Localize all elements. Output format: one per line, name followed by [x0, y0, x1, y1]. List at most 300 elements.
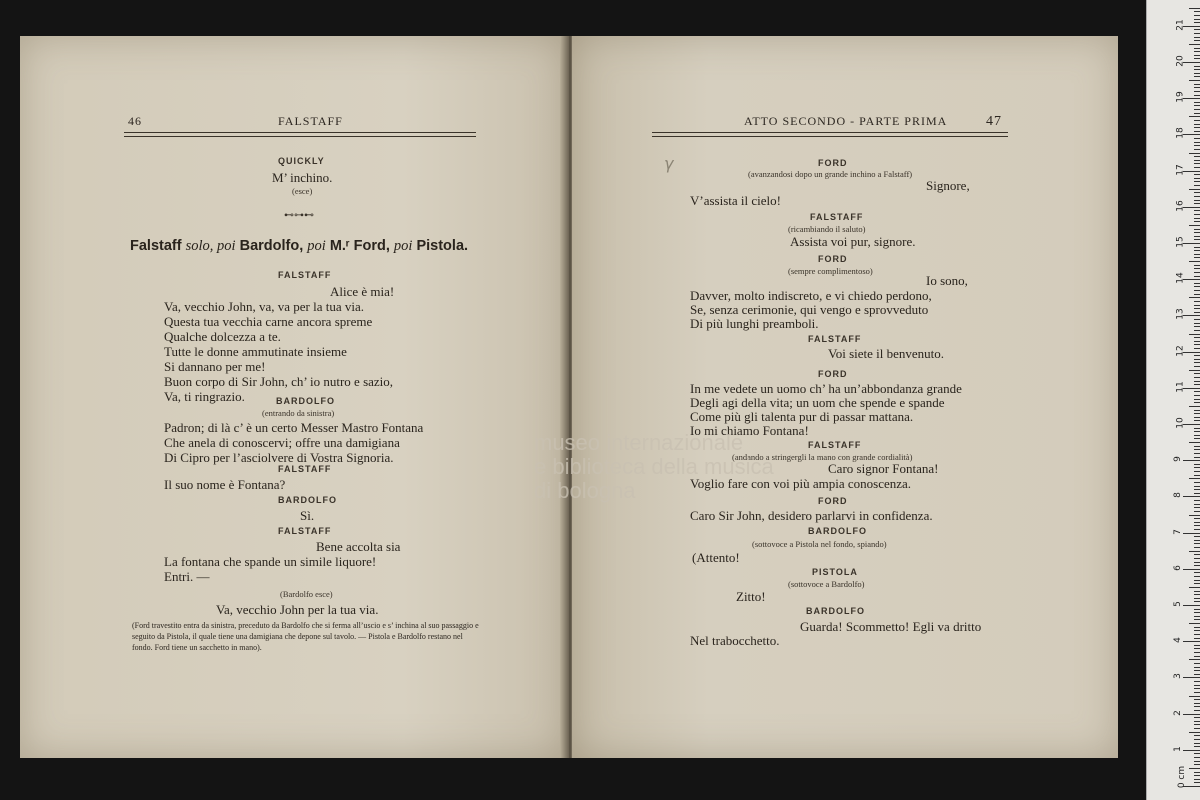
- ruler-tick: [1194, 377, 1200, 378]
- right-header-rule: [652, 132, 1008, 137]
- ruler-tick: [1194, 638, 1200, 639]
- ruler-tick: [1183, 677, 1200, 678]
- ruler-tick: [1194, 728, 1200, 729]
- speaker-quickly: QUICKLY: [278, 156, 325, 166]
- ruler-number: 13: [1175, 308, 1186, 321]
- ruler-tick: [1194, 764, 1200, 765]
- stage-direction: (andando a stringergli la mano con grande cordialità): [732, 452, 913, 462]
- ruler-tick: [1189, 478, 1200, 479]
- verse-line: Va, vecchio John, va, va per la tua via.: [164, 299, 364, 314]
- ruler-tick: [1194, 250, 1200, 251]
- ruler-tick: [1194, 482, 1200, 483]
- ruler-tick: [1194, 399, 1200, 400]
- ruler-tick: [1194, 283, 1200, 284]
- ruler-number: 6: [1172, 564, 1183, 571]
- ruler-tick: [1194, 692, 1200, 693]
- ruler-tick: [1194, 330, 1200, 331]
- ruler-tick: [1194, 500, 1200, 501]
- ruler-tick: [1194, 276, 1200, 277]
- ruler-tick: [1194, 58, 1200, 59]
- ruler-tick: [1194, 76, 1200, 77]
- ruler-tick: [1194, 775, 1200, 776]
- ruler-tick: [1194, 200, 1200, 201]
- verse-line: Voi siete il benvenuto.: [828, 346, 945, 361]
- ornament-divider: ⊷⊶⊷: [284, 210, 314, 221]
- speaker-ford: FORD: [818, 496, 848, 506]
- ruler-tick: [1194, 413, 1200, 414]
- speaker-falstaff: FALSTAFF: [278, 270, 332, 280]
- ruler-tick: [1194, 178, 1200, 179]
- ruler-number: 3: [1172, 673, 1183, 680]
- ruler-tick: [1183, 533, 1200, 534]
- ruler-tick: [1183, 641, 1200, 642]
- ruler-tick: [1189, 153, 1200, 154]
- ruler-tick: [1194, 286, 1200, 287]
- ruler-tick: [1194, 395, 1200, 396]
- ruler-tick: [1194, 344, 1200, 345]
- ruler-tick: [1194, 268, 1200, 269]
- ruler-unit-label: 0 cm: [1177, 765, 1188, 789]
- ruler-tick: [1189, 406, 1200, 407]
- verse-line: Alice è mia!: [330, 284, 395, 299]
- verse-line: Davver, molto indiscreto, e vi chiedo perdono,: [690, 288, 932, 303]
- ruler-tick: [1194, 355, 1200, 356]
- ruler-tick: [1183, 750, 1200, 751]
- ruler-tick: [1194, 229, 1200, 230]
- ruler-tick: [1194, 710, 1200, 711]
- ruler-tick: [1194, 467, 1200, 468]
- ruler-number: 19: [1175, 91, 1186, 103]
- stage-direction: (avanzandosi dopo un grande inchino a Falstaff): [748, 169, 913, 179]
- ruler-tick: [1194, 504, 1200, 505]
- ruler-tick: [1183, 569, 1200, 570]
- ruler-number: 15: [1175, 236, 1186, 248]
- ruler-tick: [1189, 334, 1200, 335]
- ruler-tick: [1194, 124, 1200, 125]
- ruler-tick: [1194, 15, 1200, 16]
- verse-line: Io mi chiamo Fontana!: [690, 423, 809, 438]
- ruler-tick: [1194, 619, 1200, 620]
- ruler-tick: [1189, 225, 1200, 226]
- ruler-tick: [1194, 254, 1200, 255]
- ruler-number: 14: [1175, 272, 1186, 284]
- ruler-tick: [1189, 768, 1200, 769]
- ruler-tick: [1194, 562, 1200, 563]
- watermark-line: e biblioteca della musica: [534, 454, 774, 479]
- ruler-tick: [1194, 384, 1200, 385]
- ruler-tick: [1194, 652, 1200, 653]
- ruler-tick: [1194, 656, 1200, 657]
- ruler-tick: [1194, 616, 1200, 617]
- stage-direction: (esce): [292, 186, 313, 196]
- ruler-tick: [1183, 605, 1200, 606]
- ruler-tick: [1189, 623, 1200, 624]
- ruler-tick: [1194, 142, 1200, 143]
- ruler-tick: [1194, 507, 1200, 508]
- ruler-tick: [1194, 670, 1200, 671]
- ruler-tick: [1194, 348, 1200, 349]
- speaker-falstaff: FALSTAFF: [278, 464, 332, 474]
- ruler-tick: [1194, 554, 1200, 555]
- ruler-tick: [1194, 373, 1200, 374]
- speaker-ford: FORD: [818, 158, 848, 168]
- ruler-tick: [1194, 391, 1200, 392]
- speaker-bardolfo: BARDOLFO: [808, 526, 867, 536]
- ruler-tick: [1189, 116, 1200, 117]
- ruler-tick: [1183, 460, 1200, 461]
- stage-direction: (ricambiando il saluto): [788, 224, 866, 234]
- ruler-tick: [1194, 674, 1200, 675]
- verse-line: Tutte le donne ammutinate insieme: [164, 344, 347, 359]
- ruler-tick: [1194, 431, 1200, 432]
- ruler-tick: [1194, 739, 1200, 740]
- ruler-tick: [1194, 366, 1200, 367]
- ruler-tick: [1194, 475, 1200, 476]
- verse-line: Caro Sir John, desidero parlarvi in confidenza.: [690, 508, 933, 523]
- ruler-tick: [1194, 493, 1200, 494]
- ruler-tick: [1194, 22, 1200, 23]
- ruler-tick: [1194, 87, 1200, 88]
- ruler-tick: [1194, 417, 1200, 418]
- ruler-tick: [1194, 247, 1200, 248]
- ruler-tick: [1194, 757, 1200, 758]
- verse-line: Degli agi della vita; un uom che spende e spande: [690, 395, 945, 410]
- verse-line: M’ inchino.: [272, 170, 333, 185]
- stage-direction: (Bardolfo esce): [280, 589, 333, 599]
- ruler-tick: [1194, 221, 1200, 222]
- ruler-tick: [1194, 102, 1200, 103]
- verse-line: La fontana che spande un simile liquore!: [164, 554, 377, 569]
- ruler-tick: [1194, 772, 1200, 773]
- ruler-tick: [1194, 290, 1200, 291]
- ruler-number: 12: [1175, 344, 1186, 357]
- verse-line: Qualche dolcezza a te.: [164, 329, 281, 344]
- ruler-tick: [1194, 312, 1200, 313]
- ruler-tick: [1194, 51, 1200, 52]
- verse-line: Bene accolta sia: [316, 539, 401, 554]
- ruler-tick: [1194, 627, 1200, 628]
- open-book: [20, 36, 1118, 764]
- ruler-tick: [1194, 511, 1200, 512]
- ruler-tick: [1189, 8, 1200, 9]
- ruler-tick: [1194, 601, 1200, 602]
- ruler-tick: [1189, 659, 1200, 660]
- verse-line: Come più gli talenta pur di passar mattana.: [690, 409, 914, 424]
- ruler-tick: [1194, 29, 1200, 30]
- ruler-number: 11: [1175, 381, 1186, 393]
- ruler-tick: [1194, 160, 1200, 161]
- ruler-tick: [1194, 743, 1200, 744]
- ruler-tick: [1194, 145, 1200, 146]
- ruler-tick: [1183, 714, 1200, 715]
- verse-line: V’assista il cielo!: [690, 193, 781, 208]
- ruler-tick: [1194, 326, 1200, 327]
- ruler-tick: [1194, 48, 1200, 49]
- ruler-tick: [1194, 239, 1200, 240]
- ruler-tick: [1189, 696, 1200, 697]
- ruler-tick: [1194, 362, 1200, 363]
- ruler-tick: [1194, 558, 1200, 559]
- ruler-number: 20: [1175, 55, 1186, 67]
- stage-direction: (sottovoce a Pistola nel fondo, spiando): [752, 539, 887, 549]
- speaker-pistola: PISTOLA: [812, 567, 858, 577]
- right-page: [572, 36, 1118, 758]
- ruler-number: 21: [1175, 19, 1186, 31]
- right-running-head: ATTO SECONDO - PARTE PRIMA: [744, 114, 948, 128]
- ruler-tick: [1194, 685, 1200, 686]
- ruler-tick: [1189, 370, 1200, 371]
- ruler-tick: [1189, 442, 1200, 443]
- ruler-tick: [1194, 55, 1200, 56]
- verse-line: Entri. —: [164, 569, 210, 584]
- ruler-number: 16: [1175, 200, 1186, 212]
- speaker-bardolfo: BARDOLFO: [278, 495, 337, 505]
- ruler-tick: [1189, 44, 1200, 45]
- verse-line: Va, vecchio John per la tua via.: [216, 602, 379, 617]
- ruler-tick: [1194, 185, 1200, 186]
- speaker-falstaff: FALSTAFF: [808, 334, 862, 344]
- ruler-tick: [1194, 410, 1200, 411]
- ruler-tick: [1194, 724, 1200, 725]
- ruler-tick: [1194, 105, 1200, 106]
- ruler-tick: [1194, 156, 1200, 157]
- ruler-tick: [1194, 323, 1200, 324]
- ruler-tick: [1194, 735, 1200, 736]
- verse-line: Nel trabocchetto.: [690, 633, 780, 648]
- ruler-tick: [1194, 109, 1200, 110]
- ruler-tick: [1194, 66, 1200, 67]
- ruler-number: 2: [1172, 709, 1183, 716]
- verse-line: Io sono,: [926, 273, 968, 288]
- speaker-ford: FORD: [818, 254, 848, 264]
- left-header-rule: [124, 132, 476, 137]
- stage-note: (Ford travestito entra da sinistra, preceduto da Bardolfo che si ferma all’uscio e s’ inchina al suo passaggio e seguito da Pistola, il quale tiene una damigiana che depone sul tavolo. — Pistola e Bardolfo restano nel fondo. Ford tiene un sacchetto in mano).: [132, 621, 479, 652]
- ruler-tick: [1194, 232, 1200, 233]
- verse-line: Caro signor Fontana!: [828, 461, 939, 476]
- ruler-tick: [1194, 703, 1200, 704]
- ruler-number: 8: [1172, 492, 1183, 499]
- ruler-number: 5: [1172, 601, 1183, 607]
- verse-line: Buon corpo di Sir John, ch’ io nutro e sazio,: [164, 374, 394, 389]
- verse-line: Assista voi pur, signore.: [790, 234, 916, 249]
- verse-line: Si dannano per me!: [164, 359, 266, 374]
- ruler-tick: [1194, 594, 1200, 595]
- ruler-tick: [1194, 73, 1200, 74]
- ruler-number: 9: [1172, 456, 1183, 463]
- ruler-tick: [1189, 587, 1200, 588]
- ruler-tick: [1194, 11, 1200, 12]
- stage-direction: (sottovoce a Bardolfo): [788, 579, 865, 589]
- ruler-tick: [1194, 630, 1200, 631]
- verse-line: Il suo nome è Fontana?: [164, 477, 286, 492]
- ruler-tick: [1194, 95, 1200, 96]
- verse-line: Sì.: [300, 508, 315, 523]
- ruler-tick: [1194, 174, 1200, 175]
- ruler-tick: [1194, 305, 1200, 306]
- ruler-tick: [1194, 609, 1200, 610]
- ruler-tick: [1189, 732, 1200, 733]
- ruler-tick: [1194, 272, 1200, 273]
- speaker-bardolfo: BARDOLFO: [276, 396, 335, 406]
- verse-line: Signore,: [926, 178, 970, 193]
- ruler-tick: [1194, 667, 1200, 668]
- ruler-tick: [1189, 80, 1200, 81]
- ruler-tick: [1189, 261, 1200, 262]
- ruler-tick: [1194, 301, 1200, 302]
- ruler-tick: [1194, 149, 1200, 150]
- ruler-tick: [1194, 181, 1200, 182]
- ruler-tick: [1194, 536, 1200, 537]
- verse-line: Di più lunghi preamboli.: [690, 316, 819, 331]
- ruler-tick: [1194, 113, 1200, 114]
- ruler-tick: [1194, 91, 1200, 92]
- ruler-tick: [1194, 464, 1200, 465]
- ruler-tick: [1194, 40, 1200, 41]
- ruler-tick: [1194, 489, 1200, 490]
- ruler-tick: [1194, 583, 1200, 584]
- verse-line: (Attento!: [692, 550, 740, 565]
- ruler-tick: [1194, 359, 1200, 360]
- ruler-tick: [1194, 19, 1200, 20]
- ruler-tick: [1194, 435, 1200, 436]
- ruler-tick: [1194, 341, 1200, 342]
- verse-line: Di Cipro per l’asciolvere di Vostra Signoria.: [164, 450, 394, 465]
- pencil-mark: γ: [664, 154, 674, 173]
- ruler-tick: [1194, 518, 1200, 519]
- ruler-tick: [1194, 438, 1200, 439]
- ruler-tick: [1194, 428, 1200, 429]
- ruler-tick: [1194, 645, 1200, 646]
- ruler-tick: [1194, 319, 1200, 320]
- measurement-ruler: [1146, 0, 1200, 800]
- verse-line: Voglio fare con voi più ampia conoscenza.: [690, 476, 912, 491]
- ruler-number: 10: [1175, 417, 1186, 429]
- ruler-tick: [1194, 210, 1200, 211]
- ruler-tick: [1194, 402, 1200, 403]
- ruler-tick: [1194, 33, 1200, 34]
- ruler-tick: [1194, 547, 1200, 548]
- ruler-tick: [1194, 120, 1200, 121]
- ruler-tick: [1194, 591, 1200, 592]
- ruler-tick: [1194, 236, 1200, 237]
- ruler-tick: [1189, 189, 1200, 190]
- watermark-line: museo internazionale: [534, 430, 744, 455]
- verse-line: Questa tua vecchia carne ancora spreme: [164, 314, 373, 329]
- ruler-tick: [1194, 471, 1200, 472]
- speaker-falstaff: FALSTAFF: [278, 526, 332, 536]
- ruler-tick: [1189, 297, 1200, 298]
- ruler-tick: [1194, 598, 1200, 599]
- ruler-tick: [1194, 127, 1200, 128]
- ruler-tick: [1194, 681, 1200, 682]
- speaker-falstaff: FALSTAFF: [810, 212, 864, 222]
- ruler-tick: [1194, 37, 1200, 38]
- verse-line: Padron; di là c’ è un certo Messer Mastro Fontana: [164, 420, 424, 435]
- left-page: [20, 36, 568, 758]
- ruler-number: 17: [1175, 163, 1186, 176]
- ruler-tick: [1194, 69, 1200, 70]
- ruler-tick: [1194, 753, 1200, 754]
- ruler-tick: [1194, 294, 1200, 295]
- ruler-tick: [1194, 663, 1200, 664]
- ruler-tick: [1194, 779, 1200, 780]
- left-running-head: FALSTAFF: [278, 114, 343, 128]
- scene-heading: Falstaff solo, poi Bardolfo, poi M.ʳ Ford, poi Pistola.: [130, 238, 469, 254]
- ruler-tick: [1194, 540, 1200, 541]
- ruler-tick: [1194, 648, 1200, 649]
- speaker-falstaff: FALSTAFF: [808, 440, 862, 450]
- speaker-bardolfo: BARDOLFO: [806, 606, 865, 616]
- ruler-number: 7: [1172, 528, 1183, 535]
- verse-line: Zitto!: [736, 589, 766, 604]
- ruler-tick: [1189, 551, 1200, 552]
- ruler-tick: [1194, 576, 1200, 577]
- left-page-number: 46: [128, 114, 142, 128]
- verse-line: Se, senza cerimonie, qui vengo e sprovveduto: [690, 302, 929, 317]
- ruler-tick: [1194, 84, 1200, 85]
- ruler-tick: [1194, 699, 1200, 700]
- ruler-tick: [1194, 572, 1200, 573]
- ruler-tick: [1194, 746, 1200, 747]
- ruler-tick: [1194, 717, 1200, 718]
- ruler-tick: [1194, 457, 1200, 458]
- ruler-tick: [1194, 138, 1200, 139]
- verse-line: Guarda! Scommetto! Egli va dritto: [800, 619, 982, 634]
- right-page-number: 47: [986, 114, 1002, 129]
- ruler-tick: [1194, 131, 1200, 132]
- ruler-tick: [1194, 337, 1200, 338]
- ruler-tick: [1194, 522, 1200, 523]
- ruler-tick: [1194, 163, 1200, 164]
- stage-direction: (sempre complimentoso): [788, 266, 873, 276]
- ruler-tick: [1194, 688, 1200, 689]
- ruler-tick: [1194, 612, 1200, 613]
- ruler-tick: [1194, 580, 1200, 581]
- ruler-tick: [1194, 265, 1200, 266]
- ruler-tick: [1194, 453, 1200, 454]
- ruler-tick: [1194, 218, 1200, 219]
- ruler-tick: [1194, 192, 1200, 193]
- ruler-tick: [1194, 706, 1200, 707]
- ruler-tick: [1189, 515, 1200, 516]
- verse-line: In me vedete un uomo ch’ ha un’abbondanza grande: [690, 381, 962, 396]
- ruler-tick: [1194, 449, 1200, 450]
- verse-line: Va, ti ringrazio.: [164, 389, 245, 404]
- stage-direction: (entrando da sinistra): [262, 408, 335, 418]
- ruler-tick: [1194, 308, 1200, 309]
- ruler-tick: [1194, 721, 1200, 722]
- ruler-tick: [1194, 446, 1200, 447]
- ruler-tick: [1194, 257, 1200, 258]
- ruler-tick: [1194, 529, 1200, 530]
- verse-line: Che anela di conoscervi; offre una damigiana: [164, 435, 400, 450]
- ruler-number: 1: [1172, 745, 1183, 752]
- ruler-tick: [1194, 420, 1200, 421]
- ruler-tick: [1194, 214, 1200, 215]
- ruler-tick: [1194, 203, 1200, 204]
- ruler-tick: [1194, 782, 1200, 783]
- ruler-tick: [1194, 761, 1200, 762]
- ruler-tick: [1194, 525, 1200, 526]
- ruler-tick: [1194, 196, 1200, 197]
- ruler-tick: [1194, 565, 1200, 566]
- ruler-number: 18: [1175, 127, 1186, 140]
- ruler-tick: [1194, 543, 1200, 544]
- ruler-number: 4: [1172, 637, 1183, 644]
- ruler-tick: [1183, 496, 1200, 497]
- ruler-tick: [1194, 381, 1200, 382]
- ruler-tick: [1194, 167, 1200, 168]
